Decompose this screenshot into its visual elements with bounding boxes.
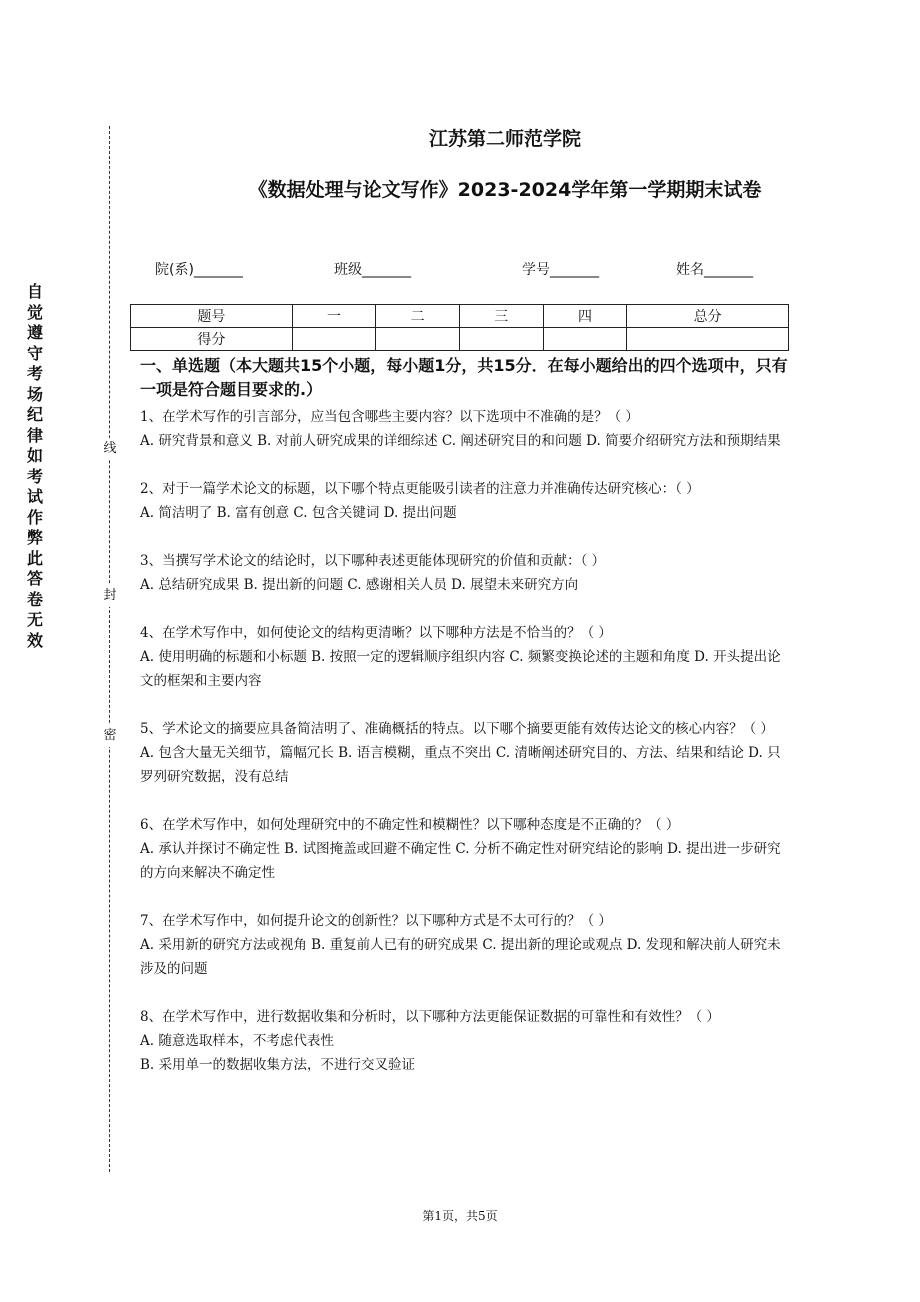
question-stem: 7、在学术写作中，如何提升论文的创新性？以下哪种方式是不太可行的？（ ）	[140, 913, 612, 929]
question-7	[140, 909, 790, 981]
table-cell: 二	[376, 305, 460, 328]
question-stem: 3、当撰写学术论文的结论时，以下哪种表述更能体现研究的价值和贡献：（ ）	[140, 553, 606, 569]
exam-discipline-notice: 自觉遵守考场纪律如考试作弊此答卷无效	[26, 282, 43, 650]
score-cell	[543, 328, 627, 351]
question-option-b: B. 采用单一的数据收集方法，不进行交叉验证	[140, 1057, 416, 1073]
binding-dashed-line	[109, 126, 110, 1172]
score-cell	[376, 328, 460, 351]
question-5	[140, 717, 790, 789]
question-options: A. 承认并探讨不确定性 B. 试图掩盖或回避不确定性 C. 分析不确定性对研究结论的影响 D. 提出进一步研究的方向来解决不确定性	[140, 841, 781, 881]
question-stem: 6、在学术写作中，如何处理研究中的不确定性和模糊性？以下哪种态度是不正确的？（ ）	[140, 817, 680, 833]
exam-title: 《数据处理与论文写作》2023-2024学年第一学期期末试卷	[248, 179, 762, 201]
binding-word-line: 线	[102, 438, 118, 460]
questions-section	[140, 354, 790, 1101]
school-name: 江苏第二师范学院	[428, 128, 581, 150]
score-cell	[459, 328, 543, 351]
question-stem: 2、对于一篇学术论文的标题，以下哪个特点更能吸引读者的注意力并准确传达研究核心：（ ）	[140, 481, 700, 497]
table-cell: 四	[543, 305, 627, 328]
question-2	[140, 477, 790, 525]
student-id-field: 学号_______	[522, 262, 599, 278]
question-1	[140, 405, 790, 453]
table-cell: 得分	[131, 328, 293, 351]
question-options: A. 总结研究成果 B. 提出新的问题 C. 感谢相关人员 D. 展望未来研究方向	[140, 577, 579, 593]
question-6	[140, 813, 790, 885]
score-table-header-row	[131, 305, 789, 328]
table-cell: 总分	[627, 305, 789, 328]
class-field: 班级_______	[334, 262, 411, 278]
question-8	[140, 1005, 790, 1077]
score-table	[130, 304, 789, 351]
question-stem: 1、在学术写作的引言部分，应当包含哪些主要内容？以下选项中不准确的是？（ ）	[140, 409, 639, 425]
binding-word-seal: 封	[102, 585, 118, 607]
score-cell	[292, 328, 376, 351]
name-field: 姓名_______	[676, 262, 753, 278]
table-cell: 一	[292, 305, 376, 328]
question-stem: 8、在学术写作中，进行数据收集和分析时，以下哪种方法更能保证数据的可靠性和有效性？（ ）	[140, 1009, 720, 1025]
question-options: A. 采用新的研究方法或视角 B. 重复前人已有的研究成果 C. 提出新的理论或观点 D. 发现和解决前人研究未涉及的问题	[140, 937, 781, 977]
question-3	[140, 549, 790, 597]
binding-word-secret: 密	[102, 725, 118, 747]
question-4	[140, 621, 790, 693]
page-number: 第1页，共5页	[422, 1209, 498, 1223]
table-cell: 题号	[131, 305, 293, 328]
question-options: A. 包含大量无关细节，篇幅冗长 B. 语言模糊，重点不突出 C. 清晰阐述研究目的、方法、结果和结论 D. 只罗列研究数据，没有总结	[140, 745, 781, 785]
question-stem: 4、在学术写作中，如何使论文的结构更清晰？以下哪种方法是不恰当的？（ ）	[140, 625, 612, 641]
score-table-score-row	[131, 328, 789, 351]
question-option-a: A. 随意选取样本，不考虑代表性	[140, 1033, 334, 1049]
section-title: 一、单选题（本大题共15个小题，每小题1分，共15分．在每小题给出的四个选项中，只有一项是符合题目要求的.）	[140, 356, 788, 399]
score-cell	[627, 328, 789, 351]
table-cell: 三	[459, 305, 543, 328]
department-field: 院(系)_______	[155, 262, 243, 278]
question-options: A. 简洁明了 B. 富有创意 C. 包含关键词 D. 提出问题	[140, 505, 457, 521]
question-options: A. 研究背景和意义 B. 对前人研究成果的详细综述 C. 阐述研究目的和问题 D. 简要介绍研究方法和预期结果	[140, 433, 781, 449]
question-options: A. 使用明确的标题和小标题 B. 按照一定的逻辑顺序组织内容 C. 频繁变换论述的主题和角度 D. 开头提出论文的框架和主要内容	[140, 649, 781, 689]
question-stem: 5、学术论文的摘要应具备简洁明了、准确概括的特点。以下哪个摘要更能有效传达论文的核心内容？（ ）	[140, 721, 774, 737]
